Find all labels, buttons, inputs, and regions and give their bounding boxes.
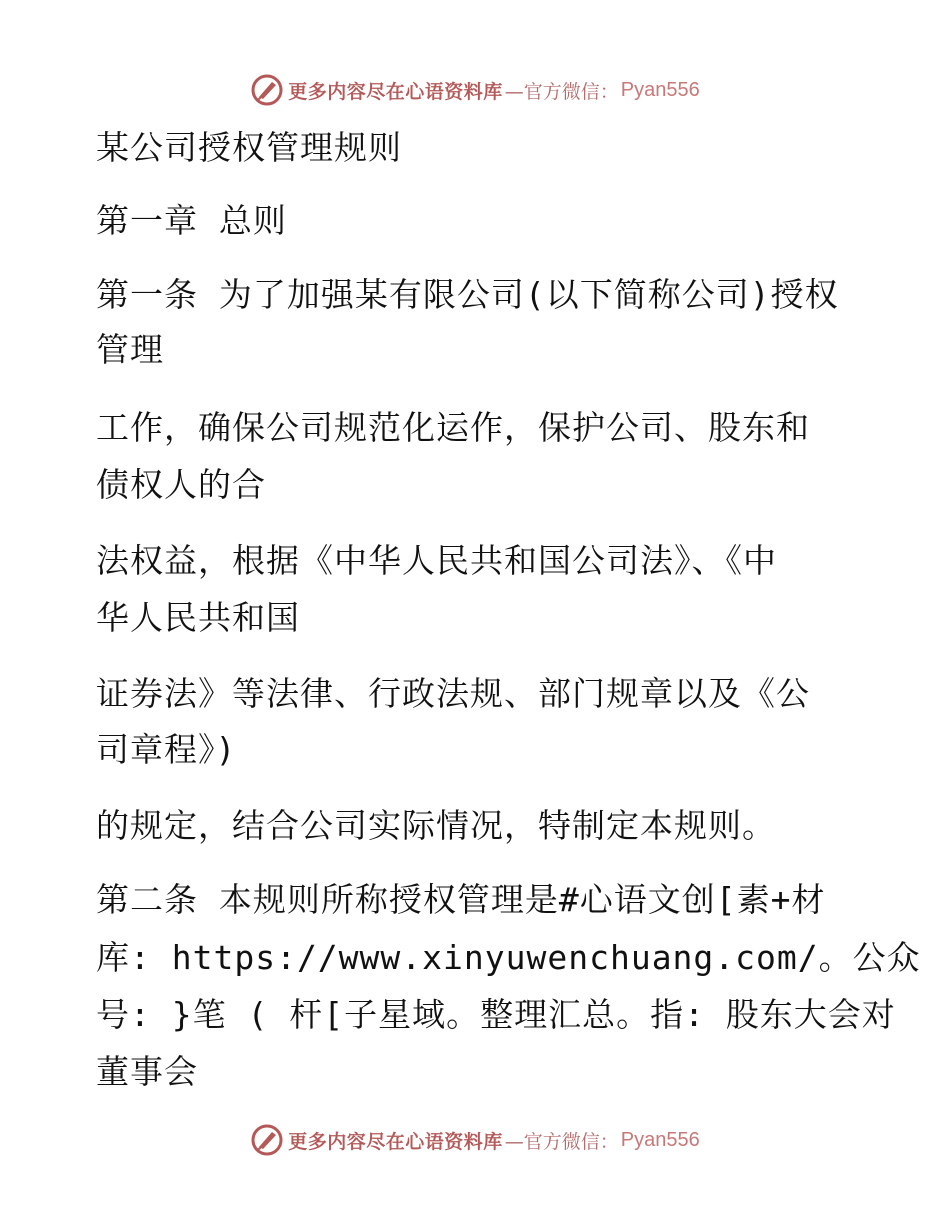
- doc-line: 法权益，根据《中华人民共和国公司法》、《中: [96, 541, 777, 580]
- chapter-heading: 第一章 总则: [96, 201, 287, 240]
- doc-line: 司章程》): [96, 730, 237, 769]
- doc-line: 的规定，结合公司实际情况，特制定本规则。: [96, 806, 776, 845]
- quill-seal-logo-icon: [250, 73, 284, 107]
- doc-line: 华人民共和国: [96, 598, 300, 637]
- header-watermark-banner: [0, 70, 950, 110]
- banner-main-text: 更多内容尽在心语资料库: [288, 80, 503, 103]
- banner-wechat-handle: Pyan556: [620, 78, 700, 101]
- doc-line: 债权人的合: [96, 465, 266, 504]
- banner-sub-text: —官方微信：: [504, 80, 619, 103]
- doc-line: 工作，确保公司规范化运作，保护公司、股东和: [96, 408, 810, 447]
- banner-wechat-handle: Pyan556: [620, 1128, 700, 1151]
- doc-line: 库: https://www.xinyuwenchuang.com/。公众: [96, 938, 921, 977]
- doc-line: 第二条 本规则所称授权管理是#心语文创[素+材: [96, 880, 826, 919]
- doc-line: 号: }笔 ( 杆[子星域。整理汇总。指: 股东大会对: [96, 995, 896, 1034]
- doc-line: 董事会: [96, 1052, 198, 1091]
- doc-line: 管理: [96, 330, 164, 369]
- doc-line: 证券法》等法律、行政法规、部门规章以及《公: [96, 674, 810, 713]
- doc-title: 某公司授权管理规则: [96, 128, 402, 167]
- doc-line: 第一条 为了加强某有限公司(以下简称公司)授权: [96, 275, 839, 314]
- footer-watermark-banner: [0, 1120, 950, 1160]
- banner-main-text: 更多内容尽在心语资料库: [288, 1130, 503, 1153]
- quill-seal-logo-icon: [250, 1123, 284, 1157]
- banner-sub-text: —官方微信：: [504, 1130, 619, 1153]
